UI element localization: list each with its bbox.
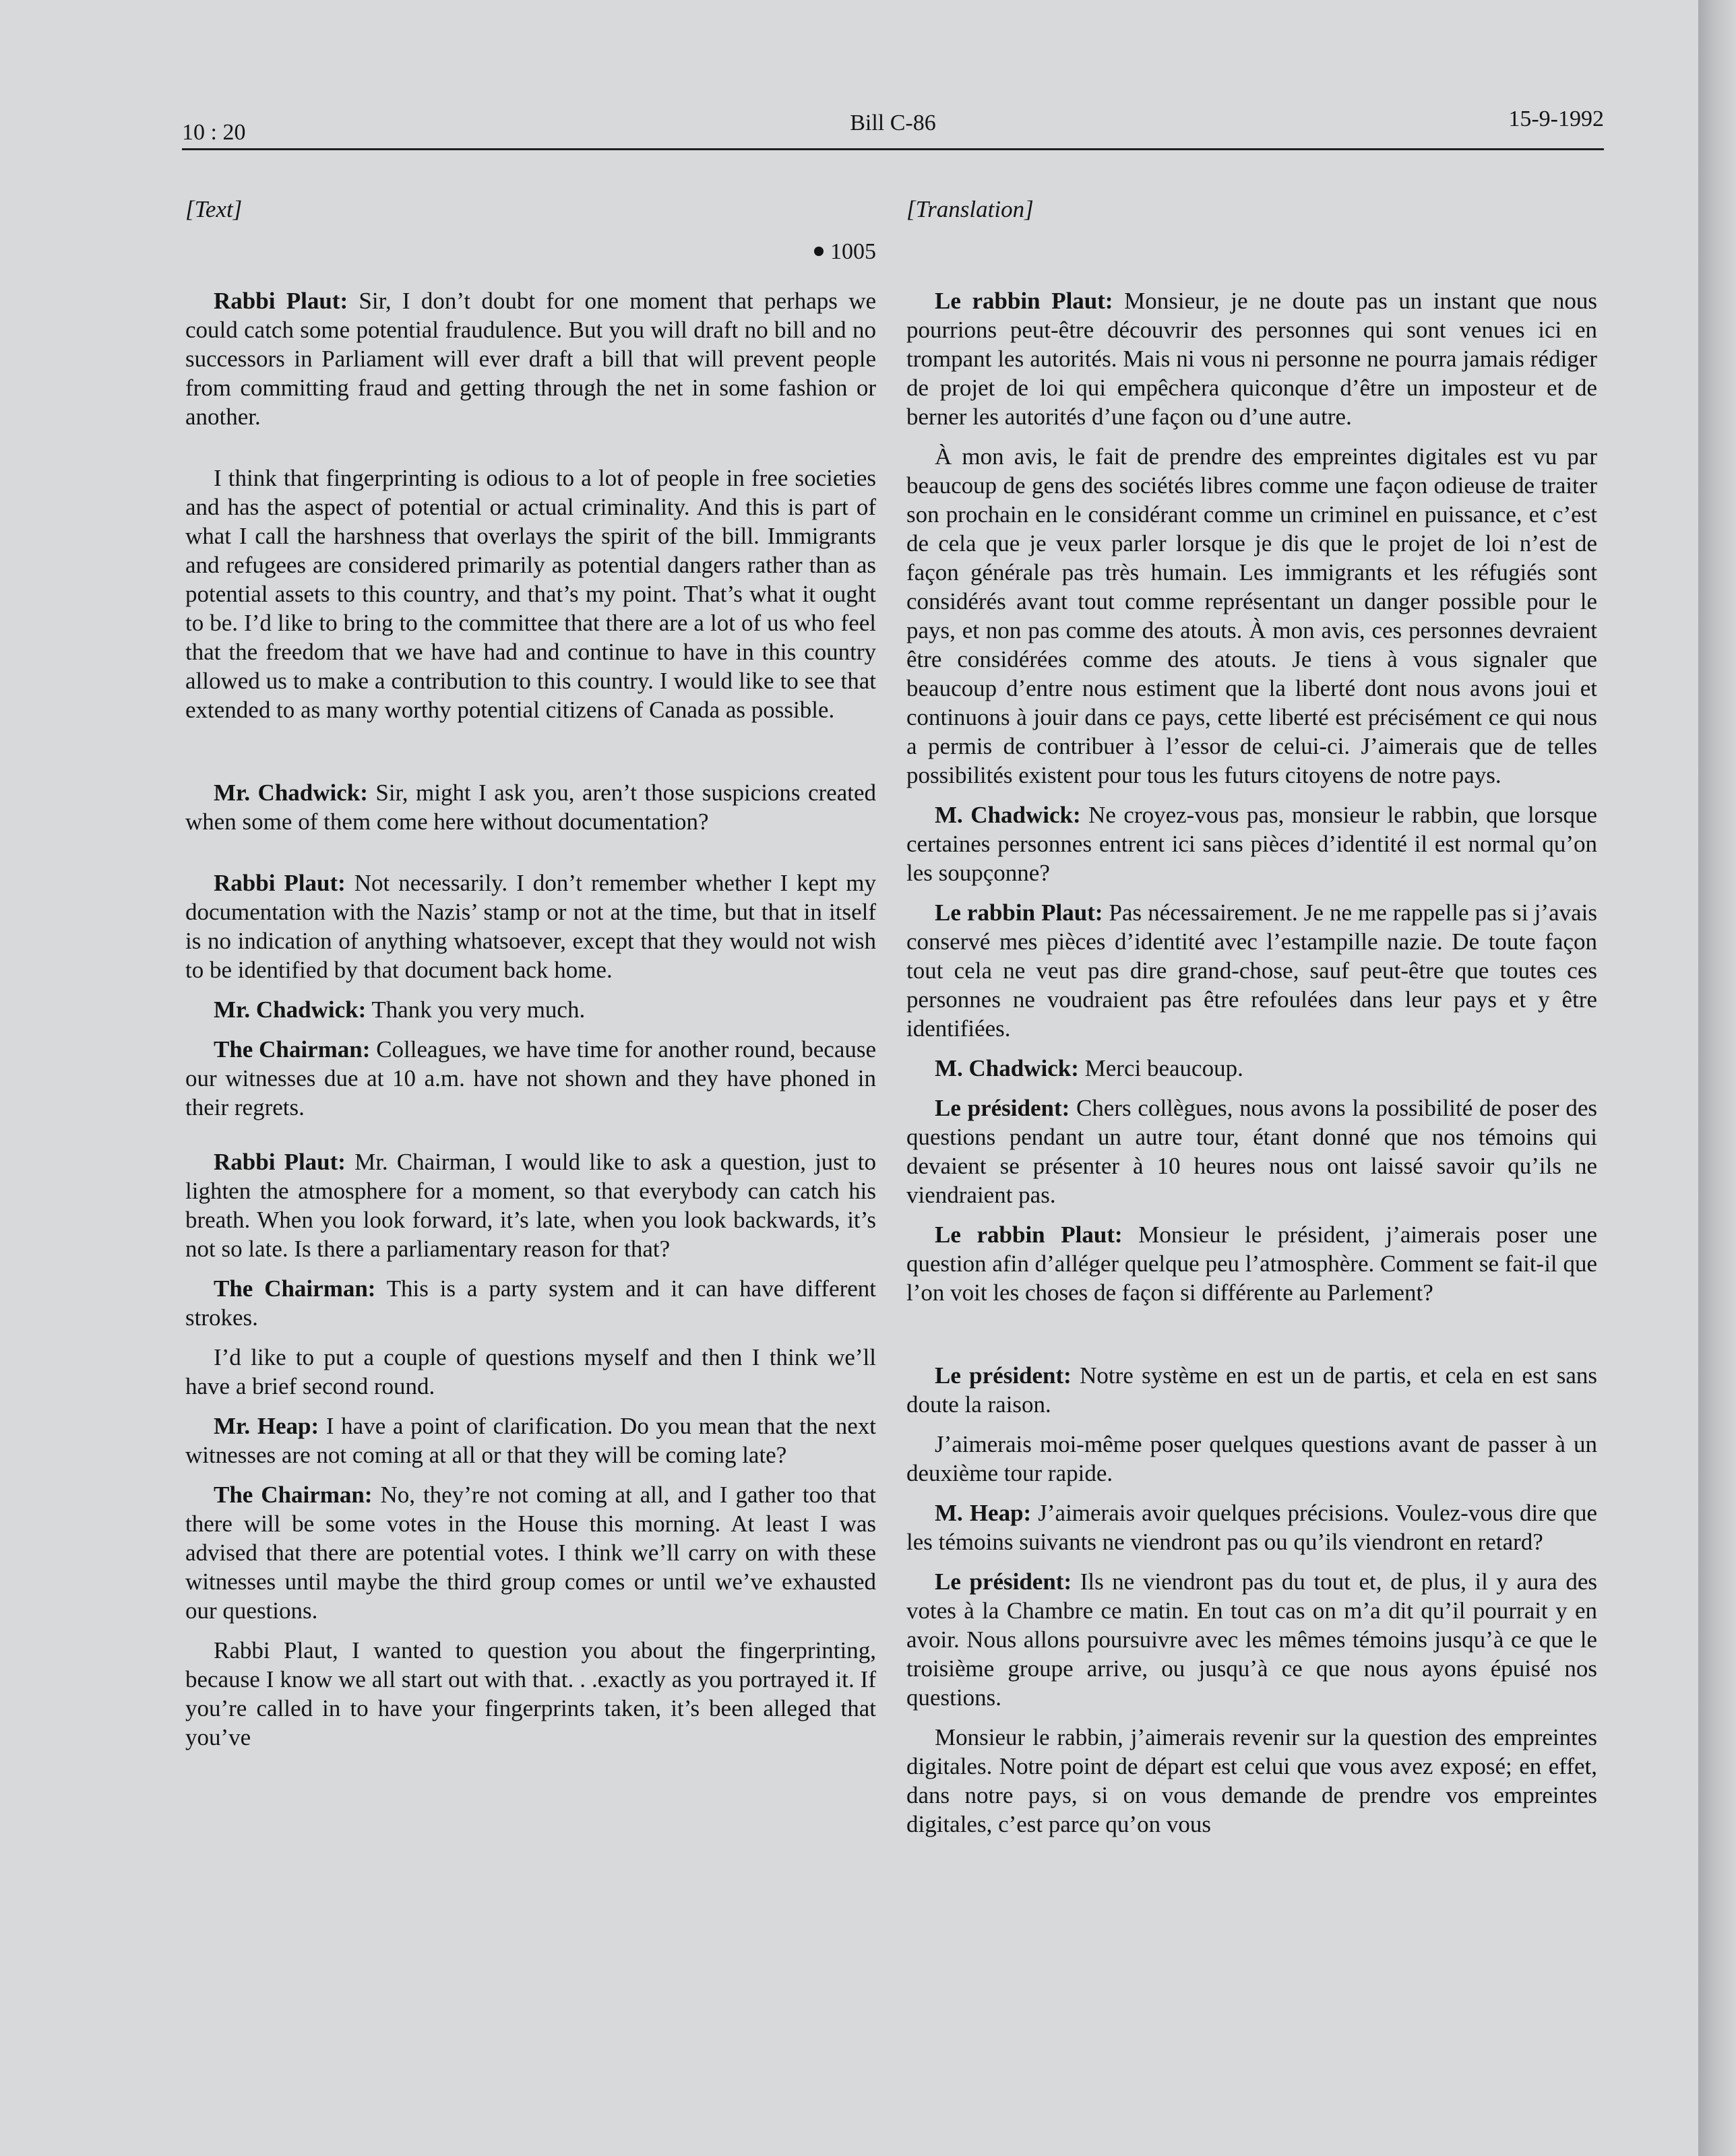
paragraph-text: Not necessarily. I don’t remember whether I kept my documentation with the Nazis’ stamp or not at the time, but that in itself is no indication of anything whatsoever, except that they would not wish to be identified by that document back home.	[185, 869, 877, 983]
paragraph-text: Sir, I don’t doubt for one moment that perhaps we could catch some potential fraudulence. But you will draft no bill and no successors in Parliament will ever draft a bill that will prevent people from committing fraud and getting through the net in some fashion or another.	[185, 287, 877, 430]
paragraph	[185, 1274, 876, 1332]
paragraph-text: Monsieur le président, j’aimerais poser une question afin d’alléger quelque peu l’atmosphère. Comment se fait-il que l’on voit les choses de façon si différente au Parlement?	[906, 1221, 1597, 1306]
column-label: [Translation]	[906, 196, 1034, 222]
paragraph	[906, 286, 1597, 431]
speaker-name: M. Chadwick:	[935, 801, 1081, 828]
paragraph	[185, 1147, 876, 1263]
timestamp	[185, 239, 876, 266]
column-label: [Text]	[185, 196, 243, 222]
paragraph-text: Monsieur le rabbin, j’aimerais revenir sur la question des empreintes digitales. Notre point de départ est celui que vous avez exposé; en effet, dans notre pays, si on vous demande de prendre vos empreintes digitales, c’est parce qu’on vous	[906, 1723, 1597, 1837]
speaker-name: Mr. Chadwick:	[214, 996, 367, 1023]
paragraph	[906, 898, 1597, 1043]
paragraph-text: Rabbi Plaut, I wanted to question you about the fingerprinting, because I know we all start out with that. . .exactly as you portrayed it. If you’re called in to have your fingerprints taken, it’s been alleged that you’ve	[185, 1637, 876, 1750]
paragraph	[906, 1723, 1597, 1839]
speaker-name: Mr. Heap:	[214, 1412, 319, 1439]
paragraph-text: Chers collègues, nous avons la possibilité de poser des questions pendant un autre tour, étant donné que nos témoins qui devaient se présenter à 10 heures nous ont laissé savoir qu’ils ne viendraient pas.	[906, 1094, 1597, 1208]
paragraph-text: J’aimerais moi-même poser quelques questions avant de passer à un deuxième tour rapide.	[906, 1430, 1597, 1486]
paragraph	[906, 800, 1597, 887]
paragraph	[185, 464, 876, 724]
speaker-name: M. Chadwick:	[935, 1054, 1079, 1081]
paragraph	[906, 1054, 1597, 1083]
english-column	[185, 195, 876, 1752]
french-column	[906, 195, 1597, 1839]
speaker-name: Le rabbin Plaut:	[935, 1221, 1123, 1248]
speaker-name: Rabbi Plaut:	[214, 1148, 346, 1175]
paragraph-text: No, they’re not coming at all, and I gather too that there will be some votes in the House this morning. At least I was advised that there are potential votes. I think we’ll carry on with these witnesses until maybe the third group comes or until we’ve exhausted our questions.	[185, 1481, 876, 1624]
paragraph-text: J’aimerais avoir quelques précisions. Voulez-vous dire que les témoins suivants ne viendront pas ou qu’ils viendront en retard?	[906, 1499, 1597, 1555]
paragraph-text: Pas nécessairement. Je ne me rappelle pas si j’avais conservé mes pièces d’identité avec l’estampille nazie. De toute façon tout cela ne veut pas dire grand-chose, sauf peut-être que toutes ces personnes ne voudraient pas être refoulées dans leur pays et y être identifiées.	[906, 899, 1597, 1042]
paragraph-text: I think that fingerprinting is odious to a lot of people in free societies and has the aspect of potential or actual criminality. And this is part of what I call the harshness that overlays the spirit of the bill. Immigrants and refugees are considered primarily as potential dangers rather than as potential assets to this country, and that’s my point. That’s what it ought to be. I’d like to bring to the committee that there are a lot of us who feel that the freedom that we have had and continue to have in this country allowed us to make a contribution to this country. I would like to see that extended to as many worthy potential citizens of Canada as possible.	[185, 464, 876, 723]
speaker-name: The Chairman:	[214, 1481, 373, 1508]
paragraph	[185, 1412, 876, 1469]
paragraph	[906, 442, 1597, 790]
paragraph	[185, 868, 876, 984]
page-edge	[1698, 0, 1736, 2156]
paragraph-text: Sir, might I ask you, aren’t those suspicions created when some of them come here without documentation?	[185, 779, 877, 835]
paragraph	[906, 1361, 1597, 1419]
paragraph-text: Ne croyez-vous pas, monsieur le rabbin, que lorsque certaines personnes entrent ici sans pièces d’identité il est normal qu’on les soupçonne?	[906, 801, 1597, 886]
paragraph-text: Thank you very much.	[366, 996, 586, 1023]
paragraph-text: Colleagues, we have time for another round, because our witnesses due at 10 a.m. have not shown and they have phoned in their regrets.	[185, 1036, 877, 1120]
paragraph-text: À mon avis, le fait de prendre des empreintes digitales est vu par beaucoup de gens des sociétés libres comme une façon odieuse de traiter son prochain en le considérant comme un criminel en puissance, et c’est de cela que je veux parler lorsque je dis que le projet de loi n’est de façon générale pas très humain. Les immigrants et les réfugiés sont considérés avant tout comme représentant un danger possible pour le pays, et non pas comme des atouts. À mon avis, ces personnes devraient être considérées comme des atouts. Je tiens à vous signaler que beaucoup d’entre nous estiment que la liberté dont nous avons joui et continuons à jouir dans ce pays, cette liberté est précisément ce qui nous a permis de contribuer à l’essor de celui-ci. J’aimerais que de telles possibilités existent pour tous les futurs citoyens de notre pays.	[906, 443, 1597, 788]
speaker-name: Le président:	[935, 1568, 1072, 1595]
paragraph	[906, 1567, 1597, 1712]
paragraph	[185, 1035, 876, 1122]
paragraph-text: Notre système en est un de partis, et cela en est sans doute la raison.	[906, 1362, 1597, 1418]
paragraph-text: Monsieur, je ne doute pas un instant que nous pourrions peut-être découvrir des personnes qui sont venues ici en trompant les autorités. Mais ni vous ni personne ne pourra jamais rédiger de projet de loi qui empêchera quiconque d’être un imposteur et de berner les autorités d’une façon ou d’une autre.	[906, 287, 1597, 430]
paragraph	[906, 1093, 1597, 1209]
paragraph	[906, 1498, 1597, 1556]
speaker-name: Le président:	[935, 1094, 1070, 1121]
paragraph	[906, 1220, 1597, 1307]
speaker-name: Le rabbin Plaut:	[935, 899, 1103, 926]
speaker-name: Rabbi Plaut:	[214, 287, 348, 314]
paragraph	[906, 1430, 1597, 1488]
paragraph-text: Ils ne viendront pas du tout et, de plus, il y aura des votes à la Chambre ce matin. En tout cas on m’a dit qu’il pourrait y en avoir. Nous allons poursuivre avec les mêmes témoins jusqu’à ce que le troisième groupe arrive, ou jusqu’à ce que nous ayons épuisé nos questions.	[906, 1568, 1597, 1711]
speaker-name: Le président:	[935, 1362, 1072, 1389]
bill-title: Bill C-86	[850, 110, 936, 135]
speaker-name: Le rabbin Plaut:	[935, 287, 1113, 314]
paragraph	[185, 1343, 876, 1401]
paragraph	[185, 1480, 876, 1625]
page-reference: 10 : 20	[182, 120, 246, 145]
paragraph-text: Mr. Chairman, I would like to ask a question, just to lighten the atmosphere for a moment, so that everybody can catch his breath. When you look forward, it’s late, when you look backwards, it’s not so late. Is there a parliamentary reason for that?	[185, 1148, 877, 1262]
speaker-name: Rabbi Plaut:	[214, 869, 346, 896]
paragraph-text: I have a point of clarification. Do you mean that the next witnesses are not coming at all or that they will be coming late?	[185, 1412, 876, 1468]
paragraph-text: Merci beaucoup.	[1078, 1054, 1243, 1081]
paragraph-text: This is a party system and it can have different strokes.	[185, 1275, 876, 1331]
paragraph	[185, 286, 876, 431]
paragraph	[185, 778, 876, 836]
timestamp-value: 1005	[830, 239, 876, 264]
paragraph	[185, 1636, 876, 1752]
date: 15-9-1992	[1508, 106, 1604, 131]
speaker-name: M. Heap:	[935, 1499, 1032, 1526]
paragraph-text: I’d like to put a couple of questions myself and then I think we’ll have a brief second round.	[185, 1343, 876, 1399]
paragraph	[185, 995, 876, 1024]
page-header	[182, 101, 1604, 150]
speaker-name: Mr. Chadwick:	[214, 779, 368, 806]
speaker-name: The Chairman:	[214, 1275, 376, 1302]
bullet-icon	[814, 247, 824, 256]
speaker-name: The Chairman:	[214, 1036, 371, 1063]
